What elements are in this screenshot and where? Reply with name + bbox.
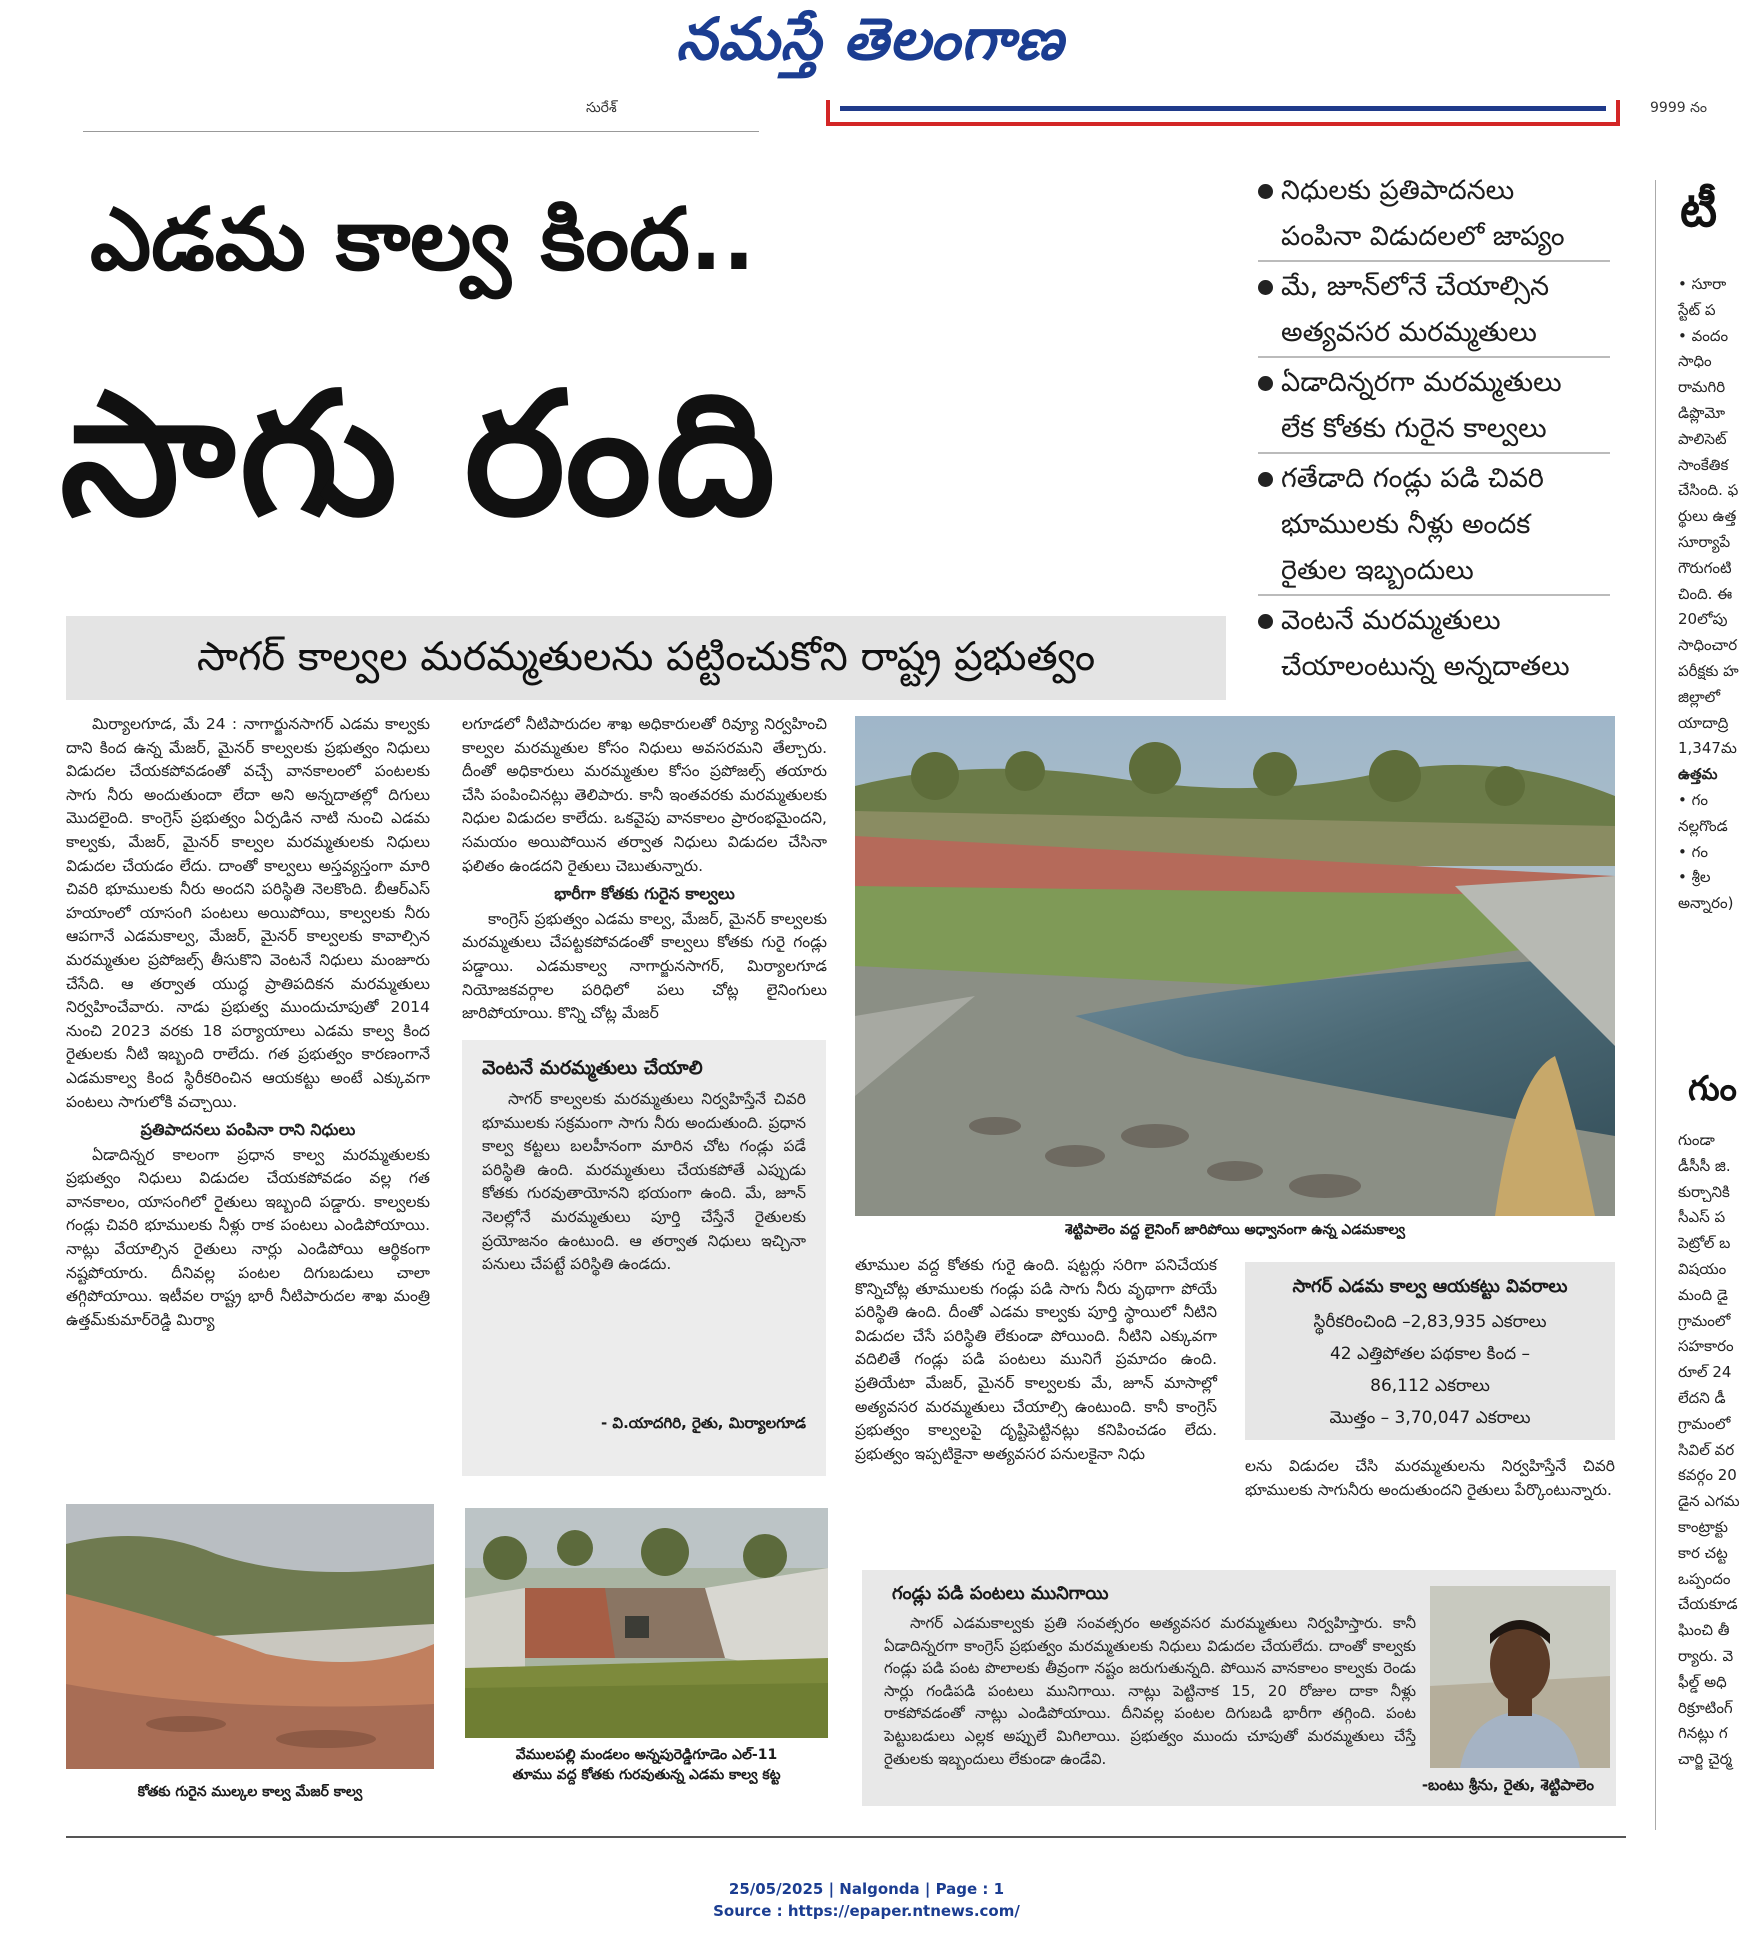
headline-main: సాగు రంది — [60, 356, 780, 554]
right-strip-line: పెట్రోల్ బ — [1678, 1234, 1731, 1253]
right-strip-line: డిప్లొమో — [1678, 403, 1726, 422]
right-strip-line: ఒప్పందం — [1678, 1569, 1731, 1588]
right-strip-line: సాంకేతిక — [1678, 455, 1729, 474]
bullet-text: ఏడాదిన్నరగా మరమ్మతులు — [1281, 367, 1562, 398]
bullet-divider — [1258, 594, 1610, 596]
byline: సురేశ్ — [586, 100, 617, 116]
right-strip-line: జిల్లాలో — [1678, 687, 1721, 706]
right-strip-line: • గం — [1678, 790, 1708, 809]
bullet-text: వెంటనే మరమ్మతులు — [1281, 605, 1501, 636]
bullet-dot — [1258, 184, 1273, 199]
bullet-text: భూములకు నీళ్లు అందక — [1281, 509, 1531, 540]
right-strip-line: చింది. ఈ — [1678, 584, 1733, 603]
right-strip-line: రిక్రూటింగ్ — [1678, 1698, 1733, 1717]
page-bottom-rule — [66, 1836, 1626, 1838]
quote-body: సాగర్ ఎడమకాల్వకు ప్రతి సంవత్సరం అత్యవసర మరమ్మతులు నిర్వహిస్తారు. కానీ ఏడాదిన్నరగా కాంగ్రెస్ ప్రభుత్వం మరమ్మతులకు నిధులు విడుదల చేయలేదు. దాంతో కాల్వకు గండ్లు పడి పంట పొలాలకు తీవ్రంగా నష్టం జరుగుతున్నది. పోయిన వానకాలం కాల్వకు రెండు సార్లు గండిపడి పంటలు మునిగాయి. నాట్లు పెట్టినాక 15, 20 రోజుల దాకా నీళ్లు రాకపోవడంతో నాట్లు ఎండిపోయాయి. దీనివల్ల పంటల దిగుబడి భారీగా తగ్గింది. పంట పెట్టుబడులు ఎల్లక అప్పులే మిగిలాయి. ప్రభుత్వం ముందు చూపుతో మరమ్మతులు చేస్తే రైతులకు ఇబ్బందులు లేకుండా ఉండేవి. — [884, 1614, 1416, 1768]
flag-stripe-blue — [840, 106, 1606, 111]
ayacut-line: 86,112 ఎకరాలు — [1370, 1376, 1490, 1396]
right-strip-line: కుర్చానికి — [1678, 1182, 1730, 1201]
bullet-text: నిధులకు ప్రతిపాదనలు — [1281, 175, 1515, 206]
right-strip-line: గ్రామంలో — [1678, 1311, 1731, 1330]
byline-rule — [83, 131, 759, 132]
bullet-text: అత్యవసర మరమ్మతులు — [1281, 317, 1537, 348]
right-strip-line: అన్నారం) — [1678, 894, 1734, 913]
article-paragraph: ఏడాదిన్నర కాలంగా ప్రధాన కాల్వ మరమ్మతులకు ప్రభుత్వం నిధులు విడుదల చేయకపోవడం వల్ల గత వానకాలం, యాసంగిలో రైతులు ఇబ్బంది పడ్డారు. కాల్వలకు గండ్లు చివరి భూములకు నీళ్లు రాక పంటలు ఎండిపోయాయి. నాట్లు వేయాల్సిన రైతులు నార్లు ఎండిపోయి ఆర్థికంగా నష్టపోయారు. దీనివల్ల పంటల దిగుబడులు చాలా తగ్గిపోయాయి. ఇటీవల రాష్ట్ర భారీ నీటిపారుదల శాఖ మంత్రి ఉత్తమ్‌కుమార్‌రెడ్డి మిర్యా — [66, 1145, 430, 1329]
bullet-item — [1258, 360, 1610, 452]
right-strip-line: పాలిసెట్ — [1678, 429, 1727, 448]
right-strip-line: చేసింది. ఫ — [1678, 481, 1739, 500]
bullet-list — [1258, 168, 1610, 690]
bullet-text: మే, జూన్‌లోనే చేయాల్సిన — [1281, 271, 1550, 302]
caption-line: తూము వద్ద కోతకు గురవుతున్న ఎడమ కాల్వ కట్ట — [512, 1767, 781, 1783]
ayacut-line: 42 ఎత్తిపోతల పథకాల కింద – — [1329, 1344, 1531, 1364]
right-strip-line: లేదని డీ — [1678, 1388, 1726, 1407]
right-strip-line: ర్థులు ఉత్త — [1678, 507, 1737, 526]
right-strip-heading-1: టీ — [1680, 182, 1718, 238]
mid-photo-caption — [465, 1745, 828, 1785]
quote-signature: - వి.యాదగిరి, రైతు, మిర్యాలగూడ — [600, 1414, 806, 1432]
mulkala-photo-art — [66, 1504, 434, 1769]
bullet-item — [1258, 168, 1610, 260]
quote-title: వెంటనే మరమ్మతులు చేయాలి — [482, 1057, 703, 1079]
main-canal-photo — [855, 716, 1615, 1216]
right-strip-line: • శ్రీల — [1678, 868, 1711, 887]
right-strip-line: గౌరుగంటి — [1678, 558, 1732, 577]
headline-deck — [66, 616, 1226, 700]
right-strip-line: • సూరా — [1678, 275, 1727, 293]
article-column-4 — [1245, 1455, 1615, 1547]
right-strip-line: డీసీసీ జి. — [1678, 1156, 1731, 1175]
quote-signature: -బంటు శ్రీను, రైతు, శెట్టిపాలెం — [1421, 1776, 1594, 1794]
bullet-dot — [1258, 280, 1273, 295]
main-photo-caption: శెట్టిపాలెం వద్ద లైనింగ్ జారిపోయి అధ్వానంగా ఉన్న ఎడమకాల్వ — [1064, 1222, 1405, 1238]
right-strip-line: కార చట్ట — [1678, 1543, 1728, 1562]
right-strip-article-1 — [1678, 272, 1739, 1162]
bullet-text: గతేడాది గండ్లు పడి చివరి — [1281, 463, 1544, 494]
right-strip-line: ఘించి తీ — [1678, 1621, 1730, 1640]
footer-edition: 25/05/2025 | Nalgonda | Page : 1 — [728, 1880, 1005, 1898]
right-strip-line: ఫీల్డ్ అధి — [1678, 1672, 1727, 1691]
subheading: భారీగా కోతకు గురైన కాల్వలు — [554, 884, 735, 904]
ayacut-title: సాగర్ ఎడమ కాల్వ ఆయకట్టు వివరాలు — [1292, 1276, 1568, 1297]
right-strip-line: రూల్ 24 — [1678, 1363, 1732, 1382]
right-strip-heading-2: గుం — [1688, 1069, 1737, 1109]
masthead-title: నమస్తే తెలంగాణ — [676, 5, 1064, 73]
right-strip-line: గినట్లు గ — [1678, 1724, 1728, 1743]
right-ref: 9999 నం — [1650, 100, 1708, 116]
quote-body: సాగర్ కాల్వలకు మరమ్మతులు నిర్వహిస్తేనే చివరి భూములకు సక్రమంగా సాగు నీరు అందుతుంది. ప్రధాన కాల్వ కట్టలు బలహీనంగా మారిన చోట గండ్లు పడే పరిస్థితి ఉంది. మరమ్మతులు చేయకపోతే ఎప్పుడు కోతకు గురవుతాయోనని భయంగా ఉంది. మే, జూన్ నెలల్లోనే మరమ్మతులు పూర్తి చేస్తేనే రైతులకు ప్రయోజనం ఉంటుంది. ఆ తర్వాత నిధులు ఇచ్చినా పనులు చేపట్టే పరిస్థితి ఉండదు. — [482, 1090, 806, 1274]
right-strip-line: రామగిరి — [1678, 378, 1726, 397]
bullet-divider — [1258, 356, 1610, 358]
quote-title: గండ్లు పడి పంటలు మునిగాయి — [892, 1583, 1109, 1604]
right-strip-line: 1,347మ — [1678, 739, 1737, 758]
right-strip-line: విషయం — [1678, 1259, 1727, 1278]
ayacut-details-box — [1245, 1262, 1615, 1440]
article-paragraph: కాంగ్రెస్ ప్రభుత్వం ఎడమ కాల్వ, మేజర్, మైనర్ కాల్వలకు మరమ్మతులు చేపట్టకపోవడంతో కాల్వలు కోతకు గురై గండ్లు పడ్డాయి. ఎడమకాల్వ నాగార్జునసాగర్, మిర్యాలగూడ నియోజకవర్గాల పరిధిలో పలు చోట్ల లైనింగులు జారిపోయాయి. కొన్ని చోట్ల మేజర్ — [462, 909, 827, 1023]
right-strip-rule — [1655, 180, 1656, 1830]
article-paragraph: మిర్యాలగూడ, మే 24 : నాగార్జునసాగర్ ఎడమ కాల్వకు దాని కింద ఉన్న మేజర్, మైనర్ కాల్వలకు ప్రభుత్వం నిధులు విడుదల చేయకపోవడంతో వచ్చే వానకాలంలో పంటలకు సాగు నీరు అందుతుందా లేదా అని అన్నదాతల్లో దిగులు మొదలైంది. కాంగ్రెస్ ప్రభుత్వం ఏర్పడిన నాటి నుంచి ఎడమ కాల్వకు, మేజర్, మైనర్ కాల్వల మరమ్మతులకు నిధులు విడుదల చేయడం లేదు. దాంతో కాల్వలు అస్తవ్యస్తంగా మారి చివరి భూములకు నీరు అందని పరిస్థితి నెలకొంది. బీఆర్‌ఎస్ హయాంలో యాసంగి పంటలు అయిపోయి, కాల్వలకు నీరు ఆపగానే ఎడమకాల్వ, మేజర్, మైనర్ కాల్వలకు కావాల్సిన మరమ్మతుల ప్రపోజల్స్ తీసుకొని వెంటనే నిధులు మంజూరు చేసేది. ఆ తర్వాత యుద్ధ ప్రాతిపదికన మరమ్మతులు నిర్వహించేవారు. నాడు ప్రభుత్వ ముందుచూపుతో 2014 నుంచి 2023 వరకు 18 పర్యాయాలు ఎడమ కాల్వ కింద రైతులకు నీటి ఇబ్బంది రాలేదు. గత ప్రభుత్వం కారణంగానే ఎడమకాల్వ కింద స్థిరీకరించిన ఆయకట్టు అంటే ఎక్కువగా పంటలు సాగులోకి వచ్చాయి. — [66, 715, 430, 1111]
footer-source[interactable]: Source : https://epaper.ntnews.com/ — [713, 1902, 1020, 1920]
right-strip-line: డైన ఎగమ — [1678, 1492, 1740, 1511]
right-strip-line: మంది డై — [1678, 1285, 1728, 1304]
quote-box-farmer-1 — [462, 1040, 826, 1476]
sluice-photo-art — [465, 1508, 828, 1738]
bullet-text: రైతుల ఇబ్బందులు — [1281, 555, 1474, 586]
flag-stripe — [826, 100, 1620, 126]
bullet-text: లేక కోతకు గురైన కాల్వలు — [1281, 413, 1547, 444]
right-strip-line: నల్లగొండ — [1678, 816, 1728, 835]
right-strip-line: స్టేట్ ప — [1678, 300, 1716, 319]
quote-box-farmer-2 — [862, 1570, 1616, 1806]
bullet-text: పంపినా విడుదలలో జాప్యం — [1281, 221, 1565, 252]
mulkala-canal-photo — [66, 1504, 434, 1769]
right-strip-line: ఉత్తమ — [1678, 765, 1718, 784]
annapureddygudem-photo — [465, 1508, 828, 1738]
right-strip-line: గుండా — [1678, 1131, 1715, 1149]
bullet-item — [1258, 456, 1610, 594]
right-strip-line: గ్రామంలో — [1678, 1414, 1731, 1433]
right-strip-line: చార్జి చైర్మ — [1678, 1750, 1732, 1769]
ayacut-line: మొత్తం – 3,70,047 ఎకరాలు — [1329, 1408, 1531, 1428]
article-paragraph: లగూడలో నీటిపారుదల శాఖ అధికారులతో రివ్యూ నిర్వహించి కాల్వల మరమ్మతుల కోసం నిధులు అవసరమని తేల్చారు. దీంతో అధికారులు మరమ్మతుల కోసం ప్రపోజల్స్ తయారు చేసి పంపించినట్లు తెలిపారు. కానీ ఇంతవరకు మరమ్మతులకు నిధుల విడుదల కాలేదు. ఒకవైపు వానకాలం ప్రారంభమైందని, సమయం అయిపోయిన తర్వాత నిధులు విడుదల చేసినా ఫలితం ఉండదని రైతులు చెబుతున్నారు. — [462, 715, 827, 875]
right-strip-line: పరీక్షకు హ — [1678, 661, 1739, 680]
left-photo-caption: కోతకు గురైన ముల్కల కాల్వ మేజర్ కాల్వ — [137, 1784, 363, 1800]
right-strip-line: 20లోపు — [1678, 610, 1728, 629]
right-strip-line: ర్యారు. వె — [1678, 1646, 1734, 1665]
right-strip-line: సివిల్ వర — [1678, 1440, 1735, 1459]
right-strip-line: కాంట్రాక్టు — [1678, 1517, 1728, 1536]
article-paragraph: లను విడుదల చేసి మరమ్మతులను నిర్వహిస్తేనే చివరి భూములకు సాగునీరు అందుతుందని రైతులు పేర్కొంటున్నారు. — [1245, 1457, 1615, 1499]
canal-photo-art — [855, 716, 1615, 1216]
right-strip-line: సాధిం — [1678, 352, 1712, 371]
right-strip-line: సాధించార — [1678, 636, 1738, 655]
bullet-text: చేయాలంటున్న అన్నదాతలు — [1281, 651, 1570, 682]
bullet-item — [1258, 264, 1610, 356]
portrait-art — [1430, 1586, 1610, 1768]
bullet-divider — [1258, 452, 1610, 454]
right-strip-line: యాదాద్రి — [1678, 713, 1729, 732]
right-strip-line: • వందం — [1678, 326, 1729, 345]
bullet-dot — [1258, 472, 1273, 487]
ayacut-line: స్థిరీకరించింది –2,83,935 ఎకరాలు — [1313, 1312, 1547, 1332]
right-strip-line: సహకారం — [1678, 1337, 1734, 1356]
farmer-portrait — [1430, 1586, 1610, 1768]
bullet-divider — [1258, 260, 1610, 262]
right-strip-line: • గం — [1678, 842, 1708, 861]
caption-line: వేములపల్లి మండలం అన్నపురెడ్డిగూడెం ఎల్-11 — [515, 1747, 778, 1763]
bullet-dot — [1258, 376, 1273, 391]
article-column-2 — [462, 713, 827, 1023]
article-paragraph: తూముల వద్ద కోతకు గురై ఉంది. షట్టర్లు సరిగా పనిచేయక కొన్నిచోట్ల తూములకు గండ్లు పడి సాగు నీరు వృథాగా పోయే పరిస్థితి ఉంది. దీంతో ఎడమ కాల్వకు పూర్తి స్థాయిలో నీటిని విడుదల చేసే పరిస్థితి లేకుండా పోయింది. నీటిని ఎక్కువగా వదిలితే గండ్లు పడి పంటలు మునిగే ప్రమాదం ఉంది. ప్రతియేటా మేజర్, మైనర్ కాల్వలకు మే, జూన్ మాసాల్లో అత్యవసర మరమ్మతులు చేయాల్సి ఉంటుంది. కానీ కాంగ్రెస్ ప్రభుత్వం కాల్వలపై దృష్టిపెట్టినట్లు కనిపించడం లేదు. ప్రభుత్వం ఇప్పటికైనా అత్యవసర పనులకైనా నిధు — [855, 1256, 1217, 1463]
subheading: ప్రతిపాదనలు పంపినా రాని నిధులు — [140, 1120, 356, 1140]
headline-kicker: ఎడమ కాల్వ కింద.. — [90, 190, 756, 290]
right-strip-line: చేయకూడ — [1678, 1595, 1738, 1614]
bullet-item — [1258, 598, 1610, 690]
article-column-3 — [855, 1254, 1217, 1554]
deck-text: సాగర్ కాల్వల మరమ్మతులను పట్టించుకోని రాష్ట్ర ప్రభుత్వం — [196, 634, 1096, 680]
right-strip-line: సీఎస్ ప — [1678, 1208, 1726, 1227]
article-column-1 — [66, 713, 430, 1509]
right-strip-line: కవర్గం 20 — [1678, 1466, 1737, 1485]
right-strip-line: సూర్యాపే — [1678, 532, 1731, 551]
bullet-dot — [1258, 614, 1273, 629]
right-strip-article-2 — [1678, 1128, 1740, 1828]
